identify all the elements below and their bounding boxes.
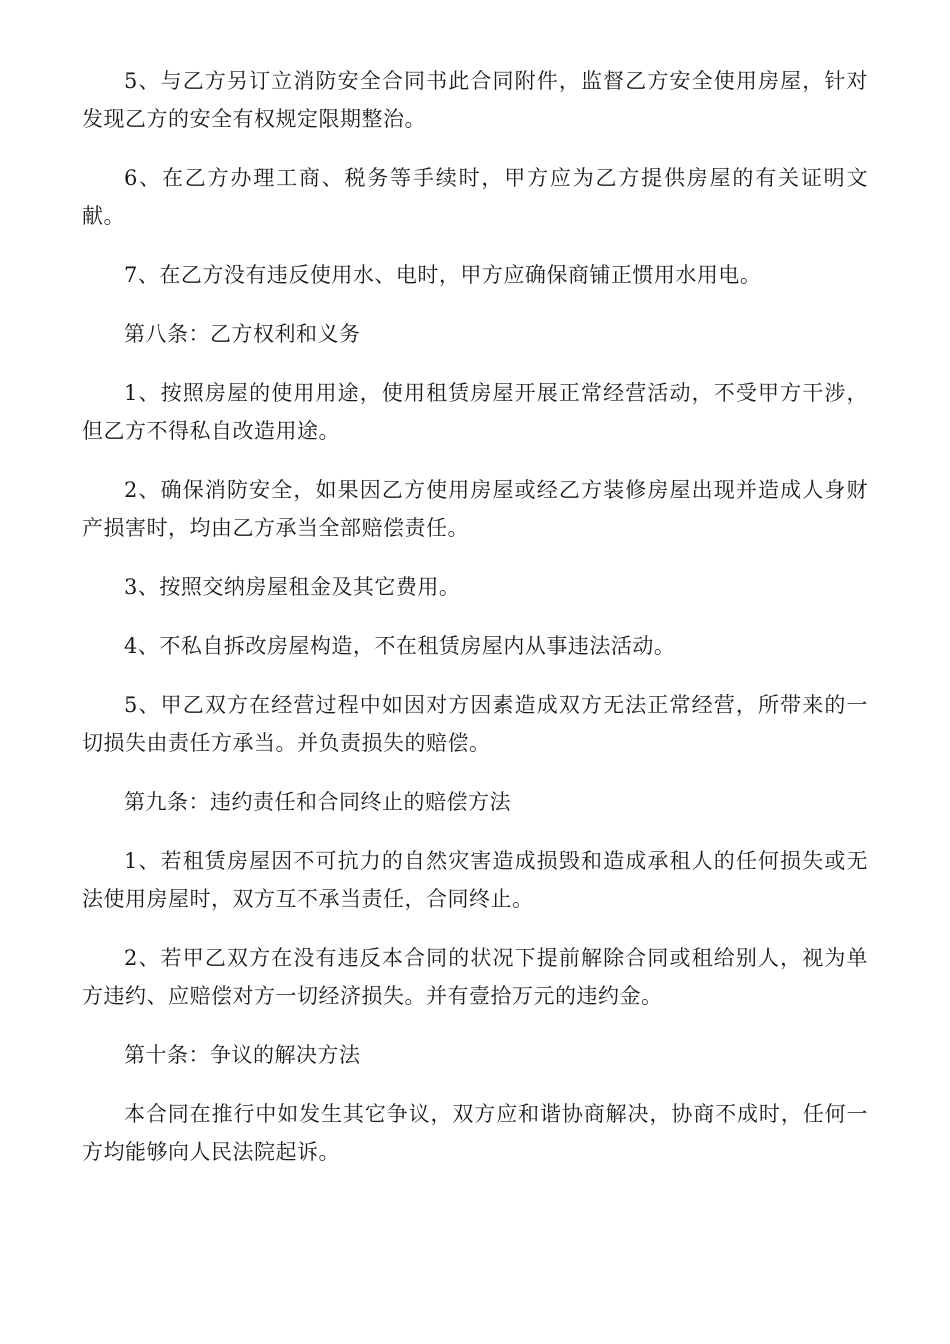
section-heading: 第九条：违约责任和合同终止的赔偿方法 <box>124 790 511 814</box>
document-page <box>82 62 868 1192</box>
clause-paragraph: 2、若甲乙双方在没有违反本合同的状况下提前解除合同或租给别人，视为单方违约、应赔偿对方一切经济损失。并有壹拾万元的违约金。 <box>82 946 868 1008</box>
clause-paragraph: 1、若租赁房屋因不可抗力的自然灾害造成损毁和造成承租人的任何损失或无法使用房屋时，双方互不承当责任，合同终止。 <box>82 849 868 911</box>
clause-paragraph: 4、不私自拆改房屋构造，不在租赁房屋内从事违法活动。 <box>124 634 676 658</box>
clause-paragraph: 5、与乙方另订立消防安全合同书此合同附件，监督乙方安全使用房屋，针对发现乙方的安全有权规定限期整治。 <box>82 69 868 131</box>
clause-paragraph: 5、甲乙双方在经营过程中如因对方因素造成双方无法正常经营，所带来的一切损失由责任方承当。并负责损失的赔偿。 <box>82 693 868 755</box>
clause-paragraph: 2、确保消防安全，如果因乙方使用房屋或经乙方装修房屋出现并造成人身财产损害时，均由乙方承当全部赔偿责任。 <box>82 478 868 540</box>
clause-paragraph: 3、按照交纳房屋租金及其它费用。 <box>124 575 461 599</box>
section-heading: 第十条：争议的解决方法 <box>124 1043 361 1067</box>
clause-paragraph: 本合同在推行中如发生其它争议，双方应和谐协商解决，协商不成时，任何一方均能够向人民法院起诉。 <box>82 1102 868 1164</box>
clause-paragraph: 7、在乙方没有违反使用水、电时，甲方应确保商铺正惯用水用电。 <box>124 263 762 287</box>
clause-paragraph: 1、按照房屋的使用用途，使用租赁房屋开展正常经营活动，不受甲方干涉，但乙方不得私自改造用途。 <box>82 381 868 443</box>
clause-paragraph: 6、在乙方办理工商、税务等手续时，甲方应为乙方提供房屋的有关证明文献。 <box>82 166 868 228</box>
section-heading: 第八条：乙方权利和义务 <box>124 322 361 346</box>
